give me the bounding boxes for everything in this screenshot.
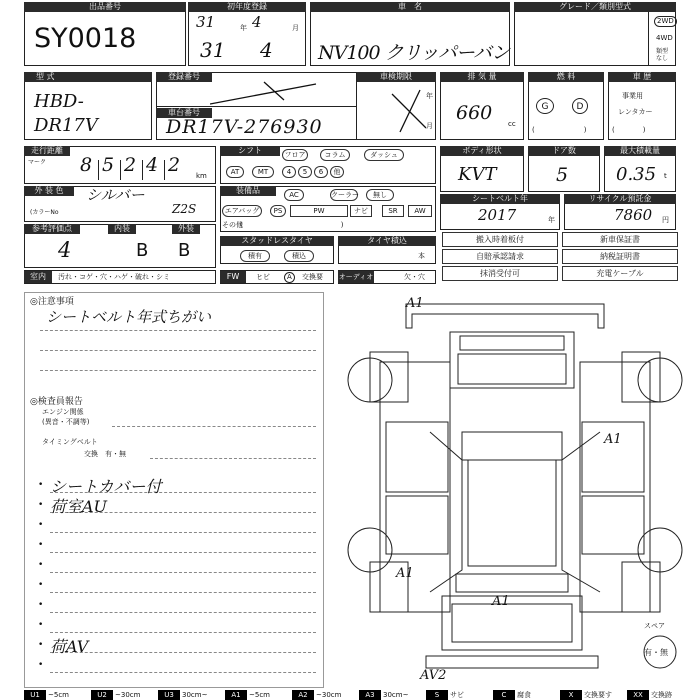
shift-opt-0: フロア [282, 149, 308, 161]
headlight-area [458, 354, 566, 384]
digit-sep [120, 160, 121, 180]
report-line [50, 652, 316, 653]
left-front-fender [370, 352, 408, 402]
left-pillar [430, 432, 462, 592]
grade-header: グレード／類別型式 [514, 2, 676, 12]
doc-item: 新車保証書 [562, 232, 678, 247]
report-bullet: • [38, 520, 44, 530]
shift-opt2-1: MT [252, 166, 274, 178]
doc-item: 納税証明書 [562, 249, 678, 264]
legend-key: A2 [292, 690, 314, 700]
grade-divider [648, 12, 649, 66]
digit-sep [164, 160, 165, 180]
first-reg-year: 31 [200, 38, 226, 62]
reg-no-divider [156, 106, 356, 107]
legend-value: ~5cm [48, 691, 69, 699]
report-line [50, 632, 316, 633]
shift-opt-1: コラム [320, 149, 350, 161]
legend-key: XX [627, 690, 649, 700]
month-label: 月 [292, 24, 299, 32]
legend-key: A3 [359, 690, 381, 700]
report-bullet: • [38, 620, 44, 630]
equip-opt2-0: エアバッグ [222, 205, 262, 217]
room-opts: 汚れ・コゲ・穴・ハゲ・破れ・シミ [58, 273, 170, 281]
caution-header: ◎注意事項 [30, 297, 74, 307]
mark-rear: A1 [492, 594, 510, 609]
legend-value: 交換要す [584, 691, 612, 699]
spare-opts: 有・無 [644, 648, 668, 657]
seatbelt-header: シートベルト年 [440, 194, 560, 204]
seatbelt-unit: 年 [548, 216, 555, 224]
legend-value: 交換跡 [651, 691, 672, 699]
lot-number: SY0018 [34, 23, 137, 54]
caution-line [40, 330, 316, 331]
engine-sub: (異音・不調等) [42, 418, 90, 426]
interior-header: 内装 [108, 224, 136, 234]
equip-opt-1: クーラー [331, 191, 359, 199]
equip-opt2-4: SR [382, 205, 404, 217]
mark-right: A1 [604, 432, 622, 447]
doors-header: ドア数 [528, 146, 600, 156]
equip-other-parens: ( ) [240, 221, 344, 229]
shift-opt2-5: 他 [330, 166, 344, 178]
legend-key: U1 [24, 690, 46, 700]
color-header: 外 装 色 [24, 186, 74, 196]
report-bullet: • [38, 560, 44, 570]
legend-key: C [493, 690, 515, 700]
first-reg-year-top: 31 [196, 13, 216, 31]
fw-opt-2: A [284, 272, 295, 283]
equip-opt2-5: AW [408, 205, 432, 217]
mark-label: マーク [28, 159, 47, 166]
fw-opt-3: 交換要 [302, 273, 323, 281]
report-bullet: • [38, 580, 44, 590]
reg-no-header: 登録番号 [156, 72, 212, 82]
shift-opt-2: ダッシュ [364, 149, 404, 161]
right-front-fender [622, 352, 660, 402]
displacement-unit: cc [508, 120, 516, 128]
mileage-digit: 2 [124, 154, 137, 176]
tire-header: タイヤ積込 [338, 236, 436, 246]
fuel-d: D [572, 98, 588, 114]
chassis-header: 車台番号 [156, 108, 212, 118]
legend-value: ~5cm [249, 691, 270, 699]
hood [450, 332, 574, 388]
report-line [50, 592, 316, 593]
fuel-parens: ( ) [532, 126, 587, 134]
left-door-1 [386, 422, 448, 492]
report-line [50, 572, 316, 573]
shift-header: シフト [220, 146, 280, 156]
tire-unit: 本 [418, 252, 425, 260]
load-header: 最大積載量 [604, 146, 676, 156]
fw-label: FW [220, 271, 246, 283]
right-door-2 [582, 496, 644, 554]
mileage-digit: 8 [80, 154, 93, 176]
legend-value: 腐食 [517, 691, 531, 699]
load: 0.35 [616, 164, 657, 185]
first-reg-header: 初年度登録 [188, 2, 306, 12]
color-code: Z2S [172, 202, 197, 216]
legend-value: ~30cm [316, 691, 342, 699]
equip-opt2-1: PS [270, 205, 286, 217]
shift-opt2-3: 5 [298, 166, 312, 178]
equip-header: 装備品 [220, 186, 276, 196]
grade-4wd: 4WD [656, 34, 673, 42]
report-line [50, 552, 316, 553]
spare-label: スペア [644, 622, 665, 630]
inspection-strike [390, 88, 430, 136]
report-bullet: • [38, 480, 44, 490]
legend-key: A1 [225, 690, 247, 700]
lot-header: 出品番号 [24, 2, 186, 12]
grade-none: 類型 なし [656, 48, 669, 62]
doc-item: 自賠承認請求 [442, 249, 558, 264]
shift-opt2-4: 6 [314, 166, 328, 178]
model-header: 型 式 [24, 72, 152, 82]
timing-opts: 交換 有・無 [84, 450, 126, 458]
engine-label: エンジン関係 [42, 408, 84, 416]
report-bullet: • [38, 640, 44, 650]
score-header: 参考評価点 [24, 224, 80, 234]
displacement-header: 排 気 量 [440, 72, 524, 82]
mileage-digit: 2 [168, 154, 181, 176]
usage-parens: ( ) [612, 126, 646, 134]
chassis: DR17V-276930 [166, 116, 323, 138]
mileage-header: 走行距離 [24, 146, 70, 156]
legend-value: ~30cm [115, 691, 141, 699]
model: HBD-DR17V [34, 91, 98, 136]
load-unit: t [664, 172, 667, 180]
report-bullet: • [38, 600, 44, 610]
engine-line [112, 426, 316, 427]
equip-opt2-2: PW [290, 205, 348, 217]
equip-other: その他 [222, 221, 243, 229]
shift-opt2-2: 4 [282, 166, 296, 178]
equip-opt2-3: ナビ [350, 205, 372, 217]
audio-opts: 欠・穴 [404, 273, 425, 281]
report-line [50, 532, 316, 533]
first-reg-month-top: 4 [252, 13, 262, 31]
legend-value: 30cm~ [383, 691, 409, 699]
mark-rear-bumper: AV2 [420, 668, 447, 683]
mark-front: A1 [406, 296, 424, 311]
timing-label: タイミングベルト [42, 438, 98, 446]
recycle-unit: 円 [662, 216, 669, 224]
color-code-label: (カラーNo [30, 209, 59, 216]
car-name-header: 車 名 [310, 2, 510, 12]
report-line [50, 612, 316, 613]
fuel-g: G [536, 98, 554, 114]
fuel-header: 燃 料 [528, 72, 604, 82]
exterior-grade: B [178, 240, 191, 261]
roof [468, 460, 556, 566]
body-type: KVT [458, 164, 497, 185]
front-panel [460, 336, 564, 350]
audio-label: オーディオ [338, 273, 374, 281]
displacement: 660 [456, 102, 493, 124]
report-line [50, 672, 316, 673]
rear-hatch-inner [452, 604, 572, 642]
mark-left: A1 [396, 566, 414, 581]
right-pillar [562, 432, 600, 592]
seatbelt: 2017 [478, 206, 517, 224]
doors: 5 [556, 164, 569, 186]
equip-opt-2: 無し [366, 189, 394, 201]
body-header: ボディ形状 [440, 146, 524, 156]
legend-key: S [426, 690, 448, 700]
score: 4 [58, 238, 72, 262]
legend-value: サビ [450, 691, 464, 699]
legend-key: U2 [91, 690, 113, 700]
fw-opt-1: ヒビ [256, 273, 270, 281]
room-label: 室内 [24, 271, 52, 283]
shift-opt2-0: AT [226, 166, 244, 178]
report-bullet: • [38, 540, 44, 550]
left-side [380, 362, 450, 612]
recycle-header: リサイクル預託金 [564, 194, 676, 204]
windshield [462, 432, 562, 460]
doc-item: 搬入時着板付 [442, 232, 558, 247]
left-door-2 [386, 496, 448, 554]
rear-bumper [426, 656, 598, 668]
usage-biz: 事業用 [622, 92, 643, 100]
grade-2wd: 2WD [654, 16, 677, 27]
inspector-header: ◎検査員報告 [30, 397, 83, 407]
digit-sep [142, 160, 143, 180]
usage-rental: レンタカー [618, 108, 653, 116]
front-bumper [406, 304, 604, 328]
usage-header: 車 歴 [608, 72, 676, 82]
inspection-year-label: 年 [426, 92, 433, 100]
mileage-digit: 5 [102, 154, 115, 176]
studless-opt-2: 積込 [284, 250, 314, 262]
studless-header: スタッドレスタイヤ [220, 236, 334, 246]
doc-item: 充電ケーブル [562, 266, 678, 281]
year-label: 年 [240, 24, 247, 32]
report-bullet: • [38, 500, 44, 510]
report-text: シートカバー付 [50, 477, 162, 496]
inspection-divider [356, 72, 357, 140]
right-quarter [622, 562, 660, 612]
legend-key: U3 [158, 690, 180, 700]
first-reg-month: 4 [260, 38, 273, 62]
caution-line [40, 370, 316, 371]
rear-window [456, 574, 568, 592]
legend-value: 30cm~ [182, 691, 208, 699]
reg-no-strike [210, 78, 320, 106]
interior-grade: B [136, 240, 149, 261]
timing-line [150, 458, 316, 459]
inspection-month-label: 月 [426, 122, 433, 130]
right-side [580, 362, 650, 612]
caution-text: シートベルト年式ちがい [46, 308, 212, 326]
report-text: 荷室AU [50, 497, 108, 516]
report-bullet: • [38, 660, 44, 670]
exterior-header: 外装 [172, 224, 200, 234]
caution-line [40, 350, 316, 351]
doc-item: 抹消受付可 [442, 266, 558, 281]
car-name: NV100 クリッパーバン [318, 42, 509, 64]
km-label: km [196, 172, 207, 180]
legend-key: X [560, 690, 582, 700]
color: シルバー [86, 186, 145, 204]
digit-sep [98, 160, 99, 180]
studless-opt-1: 積有 [240, 250, 270, 262]
inspection-header: 車検期限 [356, 72, 436, 82]
mileage-digit: 4 [146, 154, 159, 176]
report-text: 荷AV [50, 637, 89, 656]
equip-opt-0: AC [284, 189, 304, 201]
recycle: 7860 [614, 206, 653, 224]
